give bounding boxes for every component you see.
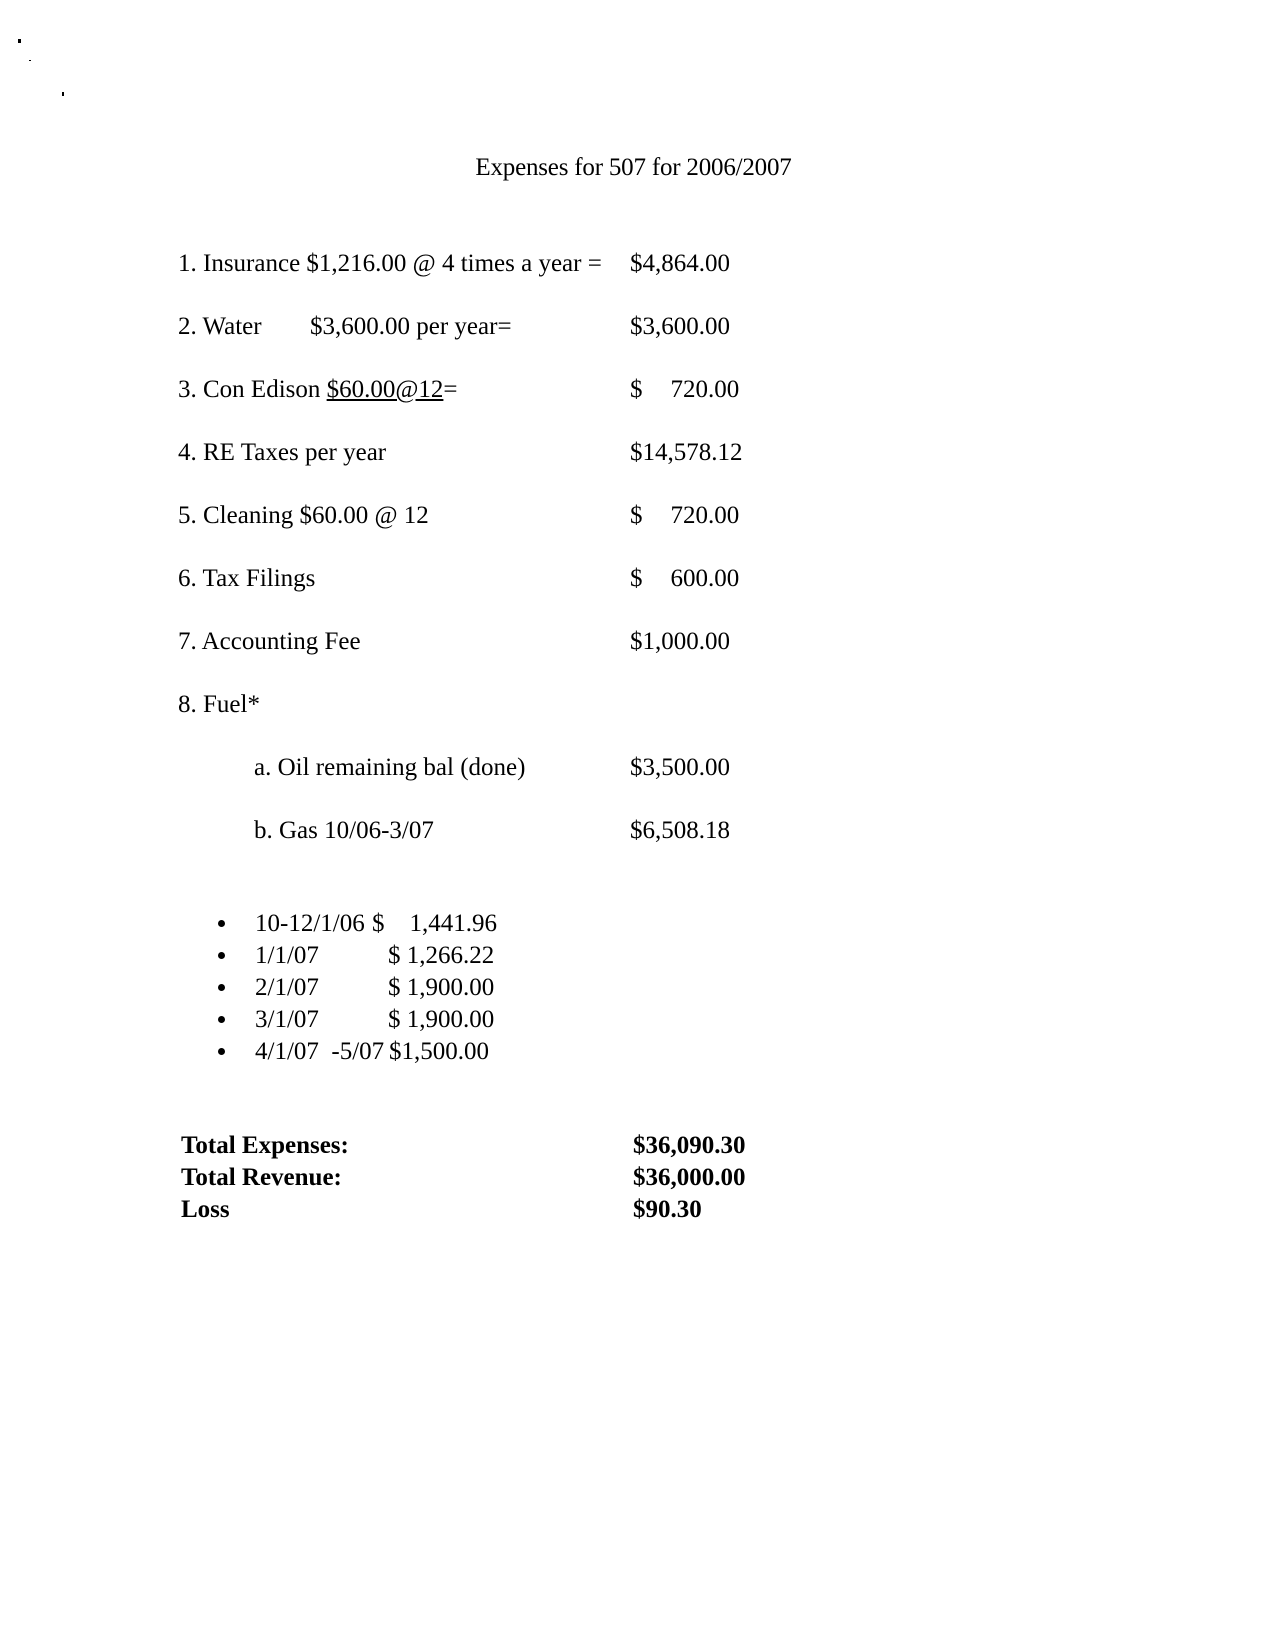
total-amount: $90.30 [633, 1196, 702, 1223]
payment-date: 10-12/1/06 [255, 910, 365, 937]
fuel-subitem-amount: $3,500.00 [630, 754, 730, 781]
amount-symbol: $ [630, 376, 643, 403]
expense-amount [630, 564, 739, 594]
payment-date: 2/1/07 [255, 974, 319, 1001]
fuel-subitem-label: b. Gas 10/06-3/07 [254, 817, 434, 844]
total-revenue-row [0, 1162, 1267, 1194]
total-label: Loss [181, 1196, 230, 1223]
expense-detail-underlined: $60.00@12 [326, 376, 444, 403]
payment-amount: $ 1,266.22 [388, 942, 495, 969]
list-item [0, 972, 1267, 1004]
total-amount: $36,090.30 [633, 1132, 746, 1159]
expense-amount: $14,578.12 [630, 439, 743, 466]
payment-date: 1/1/07 [255, 942, 319, 969]
fuel-subitem-gas [0, 816, 1267, 846]
expense-amount: $3,600.00 [630, 313, 730, 340]
expense-item-re-taxes [0, 438, 1267, 468]
expense-amount [630, 501, 739, 531]
expense-item-con-edison [0, 375, 1267, 405]
amount-value: 720.00 [670, 502, 740, 529]
bullet-icon [218, 984, 225, 991]
expense-label: 1. Insurance $1,216.00 @ 4 times a year = [178, 250, 602, 277]
expense-amount [630, 375, 739, 405]
payment-amount: $ 1,900.00 [388, 1006, 495, 1033]
total-expenses-row [0, 1130, 1267, 1162]
expense-item-insurance [0, 249, 1267, 279]
list-item [0, 1004, 1267, 1036]
list-item [0, 908, 1267, 940]
expense-label: 7. Accounting Fee [178, 628, 361, 655]
expense-detail-suffix: = [443, 376, 458, 403]
bullet-icon [218, 1048, 225, 1055]
expense-label: 8. Fuel* [178, 691, 260, 718]
expense-item-accounting-fee [0, 627, 1267, 657]
expense-label [178, 375, 458, 405]
expense-amount: $1,000.00 [630, 628, 730, 655]
expense-item-water [0, 312, 1267, 342]
scan-speck [62, 92, 64, 96]
expense-item-fuel [0, 690, 1267, 720]
totals-section [0, 1130, 1267, 1226]
fuel-subitem-oil [0, 753, 1267, 783]
expense-label: 5. Cleaning $60.00 @ 12 [178, 502, 429, 529]
scan-speck [18, 39, 21, 43]
fuel-subitem-label: a. Oil remaining bal (done) [254, 754, 526, 781]
scan-speck [29, 60, 31, 61]
expense-label: 6. Tax Filings [178, 565, 316, 592]
payment-date: 3/1/07 [255, 1006, 319, 1033]
total-label: Total Revenue: [181, 1164, 342, 1191]
payment-amount: $1,500.00 [389, 1038, 489, 1065]
gas-payments-list [0, 908, 1267, 1068]
expense-item-cleaning [0, 501, 1267, 531]
payment-amount: $ 1,441.96 [372, 910, 497, 937]
amount-symbol: $ [630, 502, 643, 529]
bullet-icon [218, 1016, 225, 1023]
list-item [0, 1036, 1267, 1068]
expense-item-tax-filings [0, 564, 1267, 594]
expense-detail: $3,600.00 per year= [310, 313, 512, 340]
amount-symbol: $ [630, 565, 643, 592]
total-label: Total Expenses: [181, 1132, 349, 1159]
payment-amount: $ 1,900.00 [388, 974, 495, 1001]
fuel-subitem-amount: $6,508.18 [630, 817, 730, 844]
expense-label: 2. Water [178, 313, 262, 340]
bullet-icon [218, 952, 225, 959]
payment-date: 4/1/07 -5/07 [255, 1038, 385, 1065]
list-item [0, 940, 1267, 972]
expense-amount: $4,864.00 [630, 250, 730, 277]
loss-row [0, 1194, 1267, 1226]
total-amount: $36,000.00 [633, 1164, 746, 1191]
document-title: Expenses for 507 for 2006/2007 [475, 154, 792, 181]
amount-value: 720.00 [670, 376, 740, 403]
expense-label: 4. RE Taxes per year [178, 439, 387, 466]
amount-value: 600.00 [670, 565, 740, 592]
bullet-icon [218, 920, 225, 927]
expense-label-text: 3. Con Edison [178, 376, 327, 403]
